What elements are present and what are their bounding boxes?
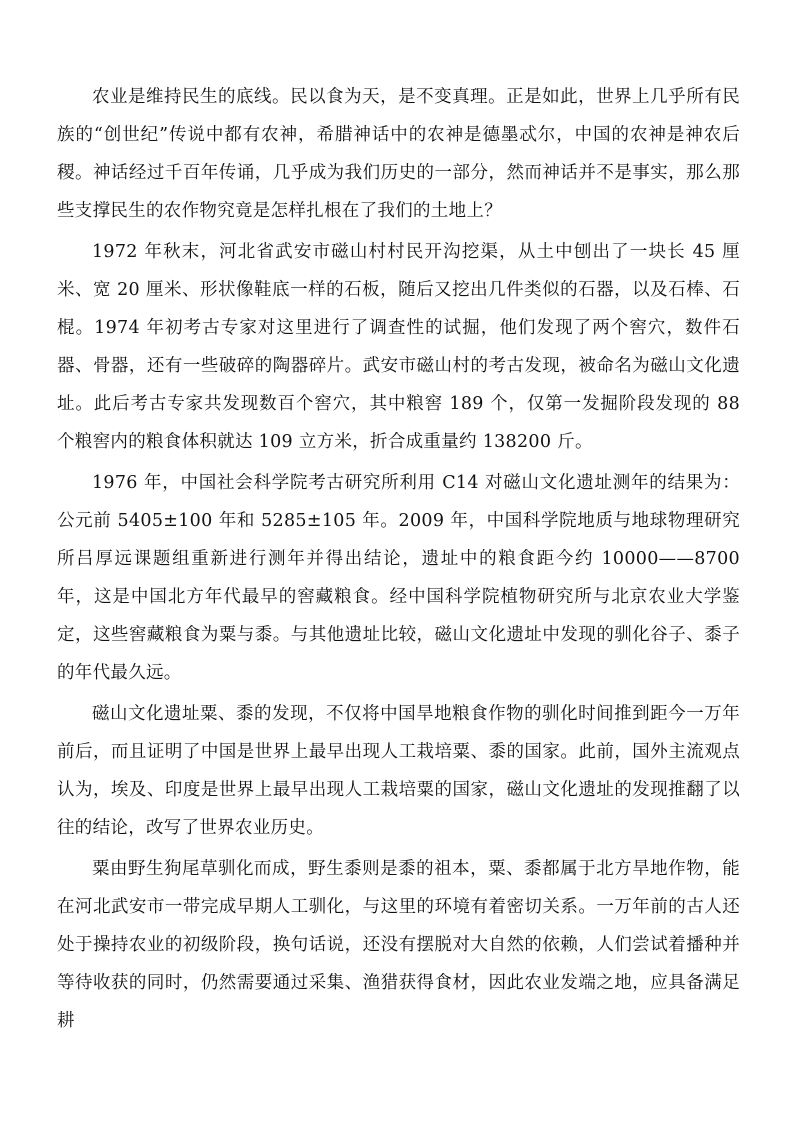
paragraph-1976-dating: 1976 年，中国社会科学院考古研究所利用 C14 对磁山文化遗址测年的结果为：公元前 5405±100 年和 5285±105 年。2009 年，中国科学院地质与地球物理研究所吕厚远课题组重新进行测年并得出结论，遗址中的粮食距今约 10000——8700 年，这是中国北方年代最早的窖藏粮食。经中国科学院植物研究所与北京农业大学鉴定，这些窖藏粮食为粟与黍。与其他遗址比较，磁山文化遗址中发现的驯化谷子、黍子的年代最久远。 [57,473,740,683]
paragraph-domestication: 粟由野生狗尾草驯化而成，野生黍则是黍的祖本，粟、黍都属于北方旱地作物，能在河北武安市一带完成早期人工驯化，与这里的环境有着密切关系。一万年前的古人还处于操持农业的初级阶段，换句话说，还没有摆脱对大自然的依赖，人们尝试着播种并等待收获的同时，仍然需要通过采集、渔猎获得食材，因此农业发端之地，应具备满足耕 [57,859,740,1031]
paragraph-1972-discovery: 1972 年秋末，河北省武安市磁山村村民开沟挖渠，从土中刨出了一块长 45 厘米、宽 20 厘米、形状像鞋底一样的石板，随后又挖出几件类似的石器，以及石棒、石棍。1974 年初考古专家对这里进行了调查性的试掘，他们发现了两个窖穴，数件石器、骨器，还有一些破碎的陶器碎片。武安市磁山村的考古发现，被命名为磁山文化遗址。此后考古专家共发现数百个窖穴，其中粮窖 189 个，仅第一发掘阶段发现的 88 个粮窖内的粮食体积就达 109 立方米，折合成重量约 138200 斤。 [57,242,740,452]
paragraph-intro: 农业是维持民生的底线。民以食为天，是不变真理。正是如此，世界上几乎所有民族的“创世纪”传说中都有农神，希腊神话中的农神是德墨忒尔，中国的农神是神农后稷。神话经过千百年传诵，几乎成为我们历史的一部分，然而神话并不是事实，那么那些支撑民生的农作物究竟是怎样扎根在了我们的土地上？ [57,87,740,221]
document-page [57,78,740,1043]
paragraph-significance: 磁山文化遗址粟、黍的发现，不仅将中国旱地粮食作物的驯化时间推到距今一万年前后，而且证明了中国是世界上最早出现人工栽培粟、黍的国家。此前，国外主流观点认为，埃及、印度是世界上最早出现人工栽培粟的国家，磁山文化遗址的发现推翻了以往的结论，改写了世界农业历史。 [57,704,740,838]
